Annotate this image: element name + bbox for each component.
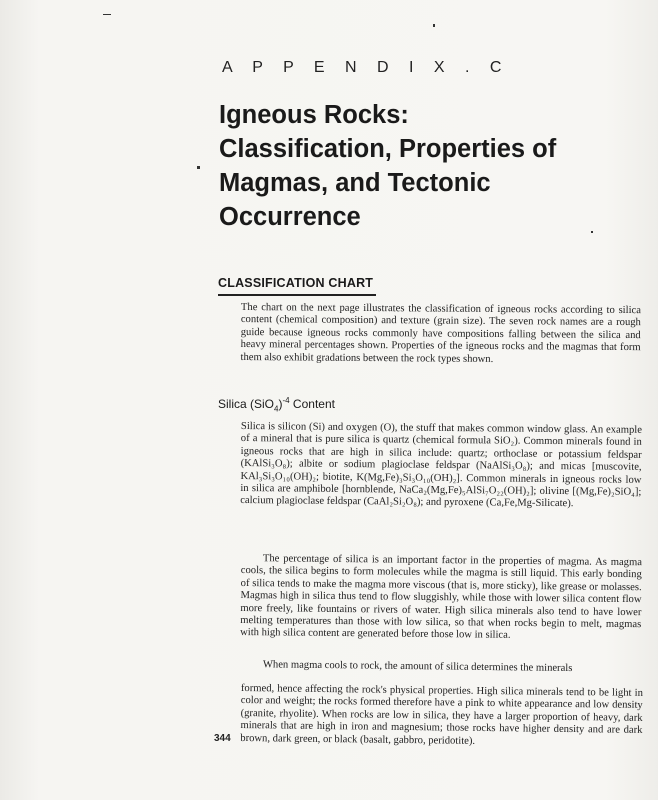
- subhead-prefix: Silica (SiO: [218, 397, 275, 411]
- silica-paragraph-3: formed, hence affecting the rock's physical properties. High silica minerals tend to be light in color and weight; the rocks formed therefore have a pink to white appearance and low density (granite, rhyolite). When rocks are low in silica, they have a larger proportion of heavy, dark minerals that are high in iron and magnesium; those rocks have higher density and are dark brown, dark green, or black (basalt, gabbro, peridotite).: [240, 683, 643, 747]
- page-title: [219, 98, 619, 234]
- title-line-1: Igneous Rocks:: [219, 101, 409, 129]
- scan-mark-tick: [197, 166, 200, 169]
- scan-mark-dot: [433, 24, 435, 27]
- subsection-heading: Silica $(SiO_4)^{-4}$ Content: [218, 396, 335, 414]
- silica-paragraph-3-lead: When magma cools to rock, the amount of silica determines the minerals: [262, 659, 573, 675]
- scan-mark-top: [103, 14, 111, 15]
- section-rule: [218, 294, 376, 296]
- silica-paragraph-2: The percentage of silica is an important factor in the properties of magma. As magma cools, the silica begins to form molecules while the magma is still liquid. This early bonding of silica tends to make the magma more viscous (that is, more sticky), like grease or molasses. Magmas high in silica thus tend to flow sluggishly, while those with lower silica content flow more freely, like fountains or rivers of water. High silica minerals also tend to have lower melting temperatures than those with low silica, so that when rocks begin to melt, magmas with high silica content are generated before those low in silica.: [240, 553, 642, 642]
- title-line-3: Magmas, and Tectonic: [219, 169, 491, 197]
- silica-paragraph-1: Silica is silicon (Si) and oxygen (O), the stuff that makes common window glass. An example of a mineral that is pure silica is quartz (chemical formula SiO₂). Common minerals found in igneous rocks that are high in silica include: quartz; orthoclase or potassium feldspar (KAlSi₃O₈); albite or sodium plagioclase feldspar (NaAlSi₃O₈); and micas [muscovite, KAl₃Si₃O₁₀(OH)₂; biotite, K(Mg,Fe)₃Si₃O₁₀(OH)₂]. Common minerals in igneous rocks low in silica are amphibole [hornblende, NaCa₂(Mg,Fe)₅AlSi₇O₂₂(OH)₂]; olivine [(Mg,Fe)₂SiO₄]; calcium plagioclase feldspar (CaAl₂Si₂O₈); and pyroxene (Ca,Fe,Mg-Silicate).: [240, 421, 642, 510]
- title-line-2: Classification, Properties of: [219, 135, 557, 163]
- subhead-sup: -4: [282, 396, 290, 405]
- page-number: 344: [214, 733, 231, 744]
- intro-paragraph: The chart on the next page illustrates the classification of igneous rocks according to silica content (chemical composition) and texture (grain size). The seven rock names are a rough guide because igneous rocks commonly have compositions falling between the silica and heavy mineral percentages shown. Properties of the igneous rocks and the magmas that form them also exhibit gradations between the rock types shown.: [240, 302, 641, 365]
- appendix-label: A P P E N D I X . C: [222, 59, 510, 76]
- title-line-4: Occurrence: [219, 203, 361, 231]
- section-heading: CLASSIFICATION CHART: [218, 276, 374, 290]
- subhead-sub: 4: [274, 404, 279, 414]
- subhead-suffix: Content: [289, 397, 335, 411]
